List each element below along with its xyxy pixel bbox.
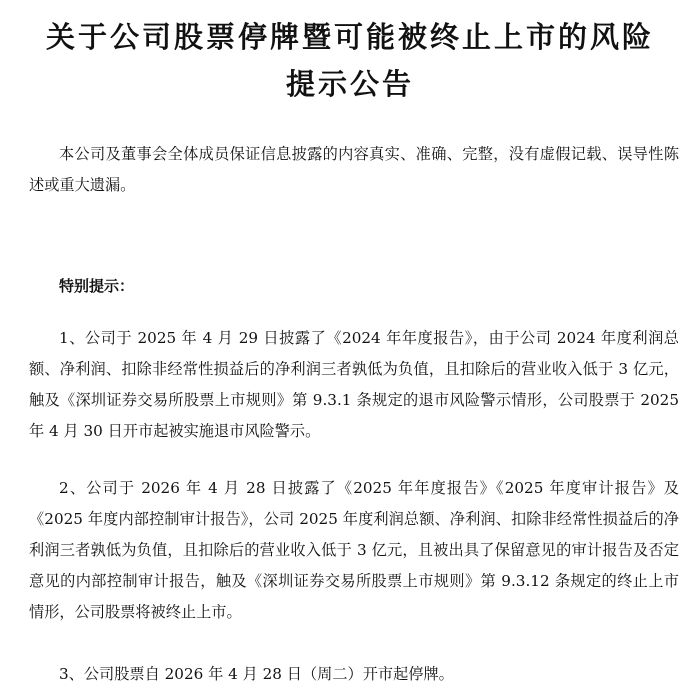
notice-item-3: 3、公司股票自 2026 年 4 月 28 日（周二）开市起停牌。 (59, 665, 454, 683)
special-notice-heading: 特别提示： (59, 277, 135, 295)
notice-item-1: 1、公司于 2025 年 4 月 29 日披露了《2024 年年度报告》，由于公司 2024 年度利润总额、净利润、扣除非经常性损益后的净利润三者孰低为负值，且扣除后的营业收入低于 3 亿元，触及《深圳证券交易所股票上市规则》第 9.3.1 条规定的退市风险警示情形，公司股票于 2025 年 4 月 30 日开市起被实施退市风险警示。 (29, 329, 679, 440)
board-statement: 本公司及董事会全体成员保证信息披露的内容真实、准确、完整，没有虚假记载、误导性陈述或重大遗漏。 (29, 145, 679, 194)
title-line-2: 提示公告 (285, 67, 414, 101)
title-line-1: 关于公司股票停牌暨可能被终止上市的风险 (45, 20, 654, 54)
notice-item-2: 2、公司于 2026 年 4 月 28 日披露了《2025 年年度报告》《2025 年度审计报告》及《2025 年度内部控制审计报告》，公司 2025 年度利润总额、净利润、扣除非经常性损益后的净利润三者孰低为负值，且扣除后的营业收入低于 3 亿元，且被出具了保留意见的审计报告及否定意见的内部控制审计报告，触及《深圳证券交易所股票上市规则》第 9.3.12 条规定的终止上市情形，公司股票将被终止上市。 (29, 479, 679, 621)
